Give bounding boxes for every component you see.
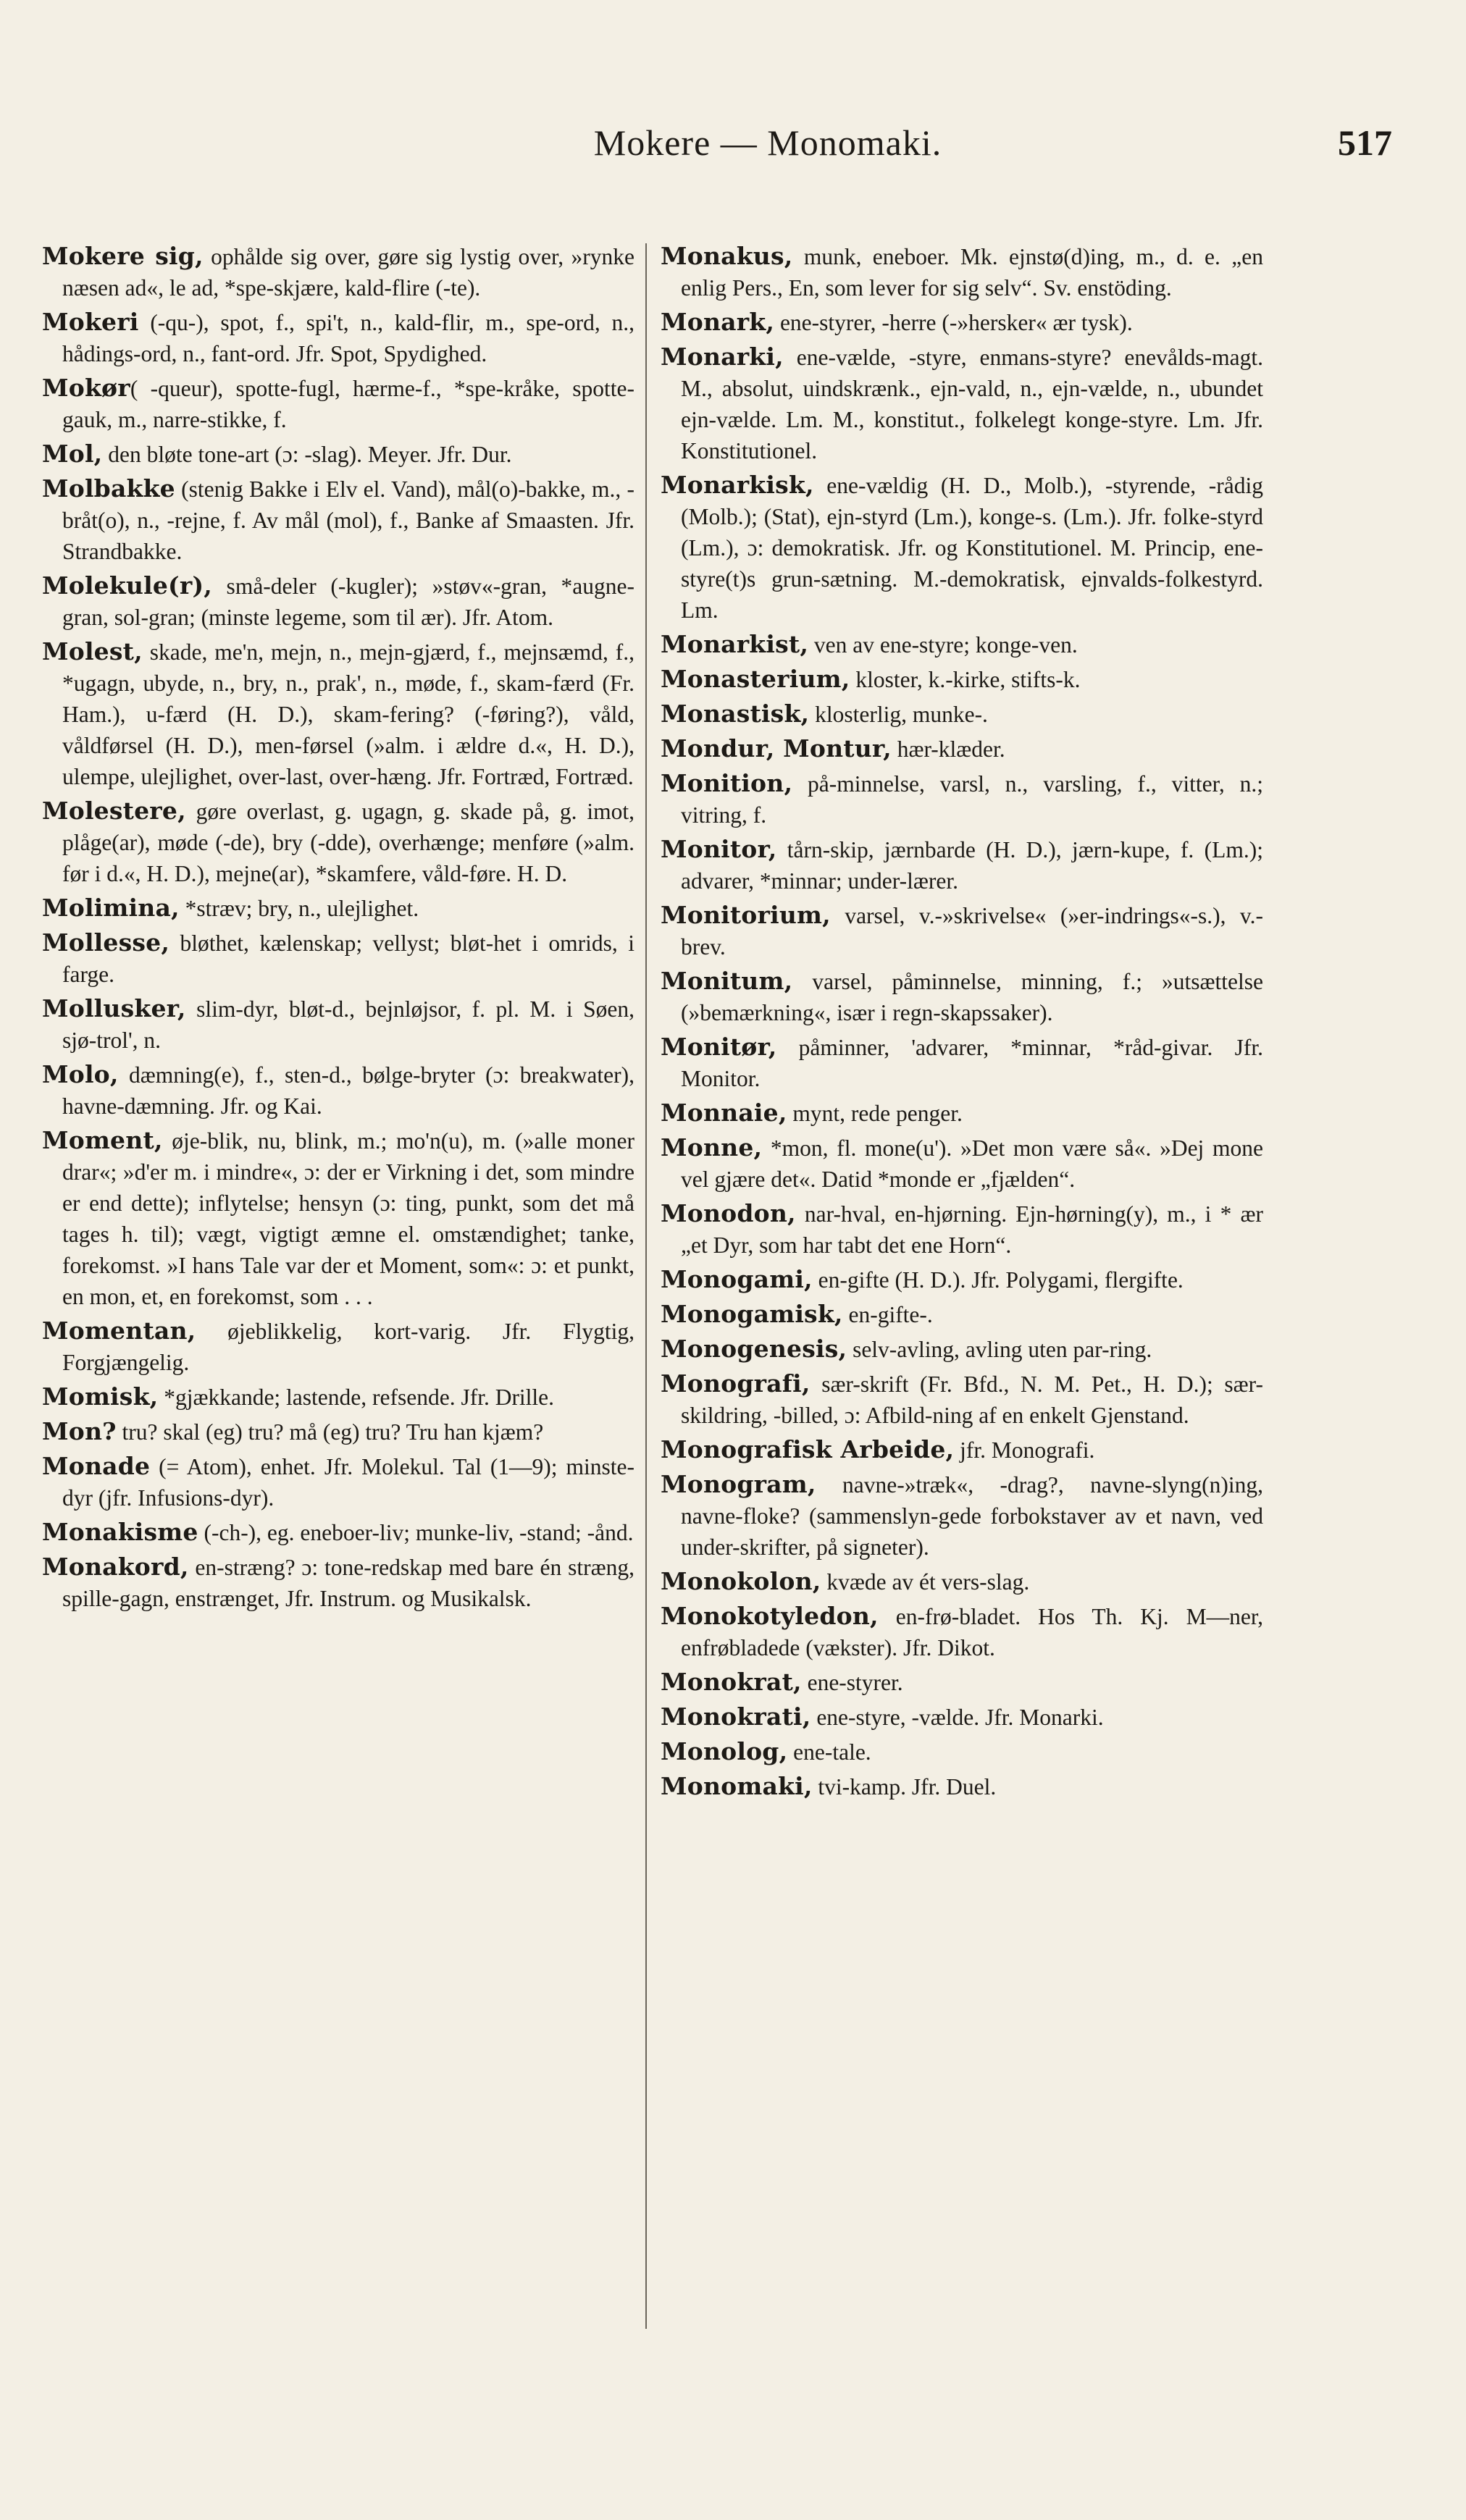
dictionary-entry (661, 306, 1263, 338)
dictionary-entry (42, 795, 634, 889)
entry-headword: Monarki, (661, 343, 784, 371)
entry-headword: Monarkist, (661, 630, 809, 658)
entry-headword: Monografisk Arbeide, (661, 1435, 955, 1463)
entry-definition: ( -queur), spotte-fugl, hærme-f., *spe-kråke, spotte-gauk, m., narre-stikke, f. (62, 376, 634, 432)
entry-headword: Monomaki, (661, 1772, 813, 1800)
entry-definition: ene-styrer. (801, 1670, 903, 1695)
dictionary-entry (661, 1771, 1263, 1802)
entry-headword: Monakus, (661, 242, 793, 270)
page-header (109, 122, 1427, 187)
entry-definition: tvi-kamp. Jfr. Duel. (812, 1774, 997, 1799)
dictionary-entry (661, 1434, 1263, 1466)
entry-definition: (-qu-), spot, f., spi't, n., kald-flir, m., spe-ord, n., hådings-ord, n., fant-ord. Jfr. Spot, Spydighed. (62, 310, 634, 366)
dictionary-entry (42, 1381, 634, 1413)
dictionary-entry (661, 1368, 1263, 1431)
entry-headword: Molo, (42, 1060, 119, 1088)
entry-headword: Moment, (42, 1126, 163, 1154)
entry-definition: ene-vælde, -styre, enmans-styre? enevålds-magt. M., absolut, uindskrænk., ejn-vald, n., ejn-vælde, n., ubundet ejn-vælde. Lm. M., konstitut., folkelegt konge-styre. Lm. Jfr. Konstitutionel. (681, 345, 1263, 463)
entry-headword: Monakisme (42, 1518, 198, 1546)
entry-headword: Monition, (661, 769, 793, 797)
entry-headword: Monitor, (661, 835, 777, 863)
entry-definition: ven av ene-styre; konge-ven. (808, 632, 1078, 658)
entry-headword: Mollusker, (42, 994, 186, 1022)
entry-definition: varsel, påminnelse, minning, f.; »utsættelse (»bemærkning«, især i regn-skapssaker). (681, 969, 1263, 1025)
entry-definition: (= Atom), enhet. Jfr. Molekul. Tal (1—9); minste-dyr (jfr. Infusions-dyr). (62, 1454, 634, 1511)
dictionary-entry (661, 768, 1263, 831)
entry-headword: Monitør, (661, 1033, 777, 1061)
entry-definition: ene-styre, -vælde. Jfr. Monarki. (811, 1705, 1104, 1730)
entry-definition: jfr. Monografi. (954, 1437, 1095, 1463)
entry-definition: *stræv; bry, n., ulejlighet. (179, 896, 419, 921)
entry-headword: Monogami, (661, 1265, 813, 1293)
entry-headword: Monitorium, (661, 901, 831, 929)
dictionary-entry (42, 1450, 634, 1513)
entry-headword: Mon? (42, 1417, 117, 1445)
entry-definition: navne-»træk«, -drag?, navne-slyng(n)ing, navne-floke? (sammenslyn-gede forbokstaver av et navn, ved under-skrifter, på signeter). (681, 1472, 1263, 1560)
dictionary-entry (661, 1666, 1263, 1698)
entry-definition: *mon, fl. mone(u'). »Det mon være så«. »Dej mone vel gjære det«. Datid *monde er „fjælden“. (681, 1135, 1263, 1192)
entry-definition: ene-tale. (787, 1739, 871, 1765)
entry-headword: Molbakke (42, 474, 175, 503)
entry-definition: øje-blik, nu, blink, m.; mo'n(u), m. (»alle moner drar«; »d'er m. i mindre«, ɔ: der er Virkning i det, som mindre er end dette); inflytelse; hensyn (ɔ: ting, punkt, som det må tages h. til); vægt, vigtigt æmne el. omstændighet; tanke, forekomst. »I hans Tale var der et Moment, som«: ɔ: et punkt, en mon, et, en forekomst, som . . . (62, 1128, 634, 1309)
entry-definition: skade, me'n, mejn, n., mejn-gjærd, f., mejnsæmd, f., *ugagn, ubyde, n., bry, n., prak', n., møde, f., skam-færd (Fr. Ham.), u-færd (H. D.), skam-fering? (-føring?), våld, våldførsel (H. D.), men-førsel (»alm. i ældre d.«, H. D.), ulempe, ulejlighet, over-last, over-hæng. Jfr. Fortræd, Fortræd. (62, 639, 634, 789)
dictionary-entry (42, 892, 634, 924)
dictionary-entry (42, 306, 634, 369)
dictionary-entry (661, 1736, 1263, 1768)
entry-definition: klosterlig, munke-. (809, 702, 988, 727)
entry-definition: mynt, rede penger. (787, 1101, 963, 1126)
dictionary-entry (661, 1264, 1263, 1295)
dictionary-entry (661, 341, 1263, 466)
entry-headword: Molest, (42, 637, 143, 665)
dictionary-entry (42, 1416, 634, 1448)
entry-headword: Monokrati, (661, 1702, 811, 1731)
entry-definition: en-gifte-. (842, 1302, 933, 1327)
entry-definition: bløthet, kælenskap; vellyst; bløt-het i omrids, i farge. (62, 931, 634, 987)
entry-headword: Monodon, (661, 1199, 796, 1227)
entry-headword: Monark, (661, 308, 775, 336)
entry-definition: kvæde av ét vers-slag. (821, 1569, 1030, 1595)
dictionary-entry (661, 965, 1263, 1028)
entry-definition: gøre overlast, g. ugagn, g. skade på, g. imot, plåge(ar), møde (-de), bry (-dde), overhænge; menføre (»alm. før i d.«, H. D.), mejne(ar), *skamfere, våld-føre. H. D. (62, 799, 634, 886)
entry-headword: Monakord, (42, 1553, 189, 1581)
entry-definition: ene-styrer, -herre (-»hersker« ær tysk). (774, 310, 1133, 335)
entry-headword: Mollesse, (42, 928, 170, 957)
entry-definition: ophålde sig over, gøre sig lystig over, »rynke næsen ad«, le ad, *spe-skjære, kald-flire (-te). (62, 244, 634, 301)
entry-definition: en-gifte (H. D.). Jfr. Polygami, flergifte. (812, 1267, 1184, 1293)
entry-headword: Monokolon, (661, 1567, 821, 1595)
entry-definition: kloster, k.-kirke, stifts-k. (850, 667, 1081, 692)
dictionary-entry (661, 469, 1263, 626)
entry-headword: Monastisk, (661, 700, 810, 728)
entry-definition: (-ch-), eg. eneboer-liv; munke-liv, -stand; -ånd. (198, 1520, 634, 1545)
dictionary-entry (661, 1469, 1263, 1563)
dictionary-entry (661, 1333, 1263, 1365)
dictionary-entry (661, 1566, 1263, 1597)
dictionary-entry (42, 438, 634, 470)
entry-definition: en-frø-bladet. Hos Th. Kj. M—ner, enfrøbladede (vækster). Jfr. Dikot. (681, 1604, 1263, 1660)
dictionary-entry (661, 1600, 1263, 1663)
entry-headword: Mondur, Montur, (661, 734, 892, 763)
dictionary-entry (661, 899, 1263, 962)
entry-headword: Mokør (42, 374, 130, 402)
entry-headword: Monogenesis, (661, 1335, 847, 1363)
entry-headword: Momentan, (42, 1316, 196, 1345)
dictionary-entry (42, 927, 634, 990)
dictionary-entry (42, 570, 634, 633)
dictionary-entry (42, 1516, 634, 1548)
entry-definition: selv-avling, avling uten par-ring. (847, 1337, 1152, 1362)
entry-definition: ene-vældig (H. D., Molb.), -styrende, -rådig (Molb.); (Stat), ejn-styrd (Lm.), konge-s. (Lm.). Jfr. folke-styrd (Lm.), ɔ: demokratisk. Jfr. og Konstitutionel. M. Princip, ene-styre(t)s grun-sætning. M.-demokratisk, ejnvalds-folkestyrd. Lm. (681, 473, 1263, 623)
entry-headword: Monogram, (661, 1470, 816, 1498)
dictionary-entry (661, 1298, 1263, 1330)
page-number: 517 (1338, 122, 1392, 163)
entry-headword: Mokeri (42, 308, 139, 336)
entry-definition: slim-dyr, bløt-d., bejnløjsor, f. pl. M. i Søen, sjø-trol', n. (62, 996, 634, 1053)
column-divider (645, 243, 647, 2329)
entry-definition: dæmning(e), f., sten-d., bølge-bryter (ɔ: breakwater), havne-dæmning. Jfr. og Kai. (62, 1062, 634, 1119)
dictionary-entry (42, 1125, 634, 1312)
right-column (661, 240, 1263, 2500)
entry-definition: en-stræng? ɔ: tone-redskap med bare én stræng, spille-gagn, enstrænget, Jfr. Instrum. og Musikalsk. (62, 1555, 634, 1611)
dictionary-entry (42, 1315, 634, 1378)
dictionary-entry (661, 1701, 1263, 1733)
entry-definition: *gjækkande; lastende, refsende. Jfr. Drille. (158, 1385, 555, 1410)
running-title: Mokere — Monomaki. (593, 122, 942, 163)
entry-headword: Monogamisk, (661, 1300, 843, 1328)
dictionary-entry (42, 240, 634, 303)
entry-definition: øjeblikkelig, kort-varig. Jfr. Flygtig, Forgjængelig. (62, 1319, 634, 1375)
entry-definition: den bløte tone-art (ɔ: -slag). Meyer. Jfr. Dur. (102, 442, 512, 467)
entry-headword: Monolog, (661, 1737, 788, 1765)
dictionary-entry (661, 629, 1263, 660)
entry-headword: Monasterium, (661, 665, 850, 693)
dictionary-entry (42, 1551, 634, 1614)
entry-definition: hær-klæder. (891, 736, 1005, 762)
entry-headword: Monne, (661, 1133, 763, 1162)
entry-headword: Monade (42, 1452, 151, 1480)
entry-headword: Monarkisk, (661, 471, 814, 499)
entry-headword: Molimina, (42, 894, 180, 922)
dictionary-entry (661, 833, 1263, 896)
entry-headword: Molestere, (42, 797, 186, 825)
entry-headword: Monitum, (661, 967, 793, 995)
entry-headword: Mokere sig, (42, 242, 204, 270)
entry-headword: Monokrat, (661, 1668, 802, 1696)
dictionary-entry (42, 1059, 634, 1122)
dictionary-entry (661, 1031, 1263, 1094)
dictionary-entry (661, 698, 1263, 730)
entry-definition: påminner, 'advarer, *minnar, *råd-givar. Jfr. Monitor. (681, 1035, 1263, 1091)
dictionary-entry (661, 240, 1263, 303)
dictionary-entry (661, 663, 1263, 695)
dictionary-entry (42, 473, 634, 567)
entry-definition: nar-hval, en-hjørning. Ejn-hørning(y), m., i * ær „et Dyr, som har tabt det ene Horn“. (681, 1201, 1263, 1258)
entry-headword: Monografi, (661, 1369, 811, 1398)
entry-definition: tru? skal (eg) tru? må (eg) tru? Tru han kjæm? (116, 1419, 544, 1445)
dictionary-entry (661, 733, 1263, 765)
entry-definition: varsel, v.-»skrivelse« (»er-indrings«-s.), v.-brev. (681, 903, 1263, 959)
entry-definition: munk, eneboer. Mk. ejnstø(d)ing, m., d. e. „en enlig Pers., En, som lever for sig selv“. Sv. enstöding. (681, 244, 1263, 301)
entry-headword: Monokotyledon, (661, 1602, 879, 1630)
entry-headword: Momisk, (42, 1382, 159, 1411)
entry-definition: (stenig Bakke i Elv el. Vand), mål(o)-bakke, m., -bråt(o), n., -rejne, f. Av mål (mol), f., Banke af Smaasten. Jfr. Strandbakke. (62, 476, 634, 564)
entry-headword: Monnaie, (661, 1099, 787, 1127)
dictionary-entry (42, 372, 634, 435)
entry-definition: små-deler (-kugler); »støv«-gran, *augne-gran, sol-gran; (minste legeme, som til ær). Jfr. Atom. (62, 574, 634, 630)
dictionary-entry (661, 1097, 1263, 1129)
dictionary-entry (42, 993, 634, 1056)
entry-definition: sær-skrift (Fr. Bfd., N. M. Pet., H. D.); sær-skildring, -billed, ɔ: Afbild-ning af en enkelt Gjenstand. (681, 1372, 1263, 1428)
entry-definition: på-minnelse, varsl, n., varsling, f., vitter, n.; vitring, f. (681, 771, 1263, 828)
entry-headword: Mol, (42, 440, 103, 468)
left-column (42, 240, 634, 2500)
entry-headword: Molekule(r), (42, 571, 212, 600)
dictionary-entry (661, 1132, 1263, 1195)
entry-definition: tårn-skip, jærnbarde (H. D.), jærn-kupe, f. (Lm.); advarer, *minnar; under-lærer. (681, 837, 1263, 894)
dictionary-entry (42, 636, 634, 792)
dictionary-entry (661, 1198, 1263, 1261)
